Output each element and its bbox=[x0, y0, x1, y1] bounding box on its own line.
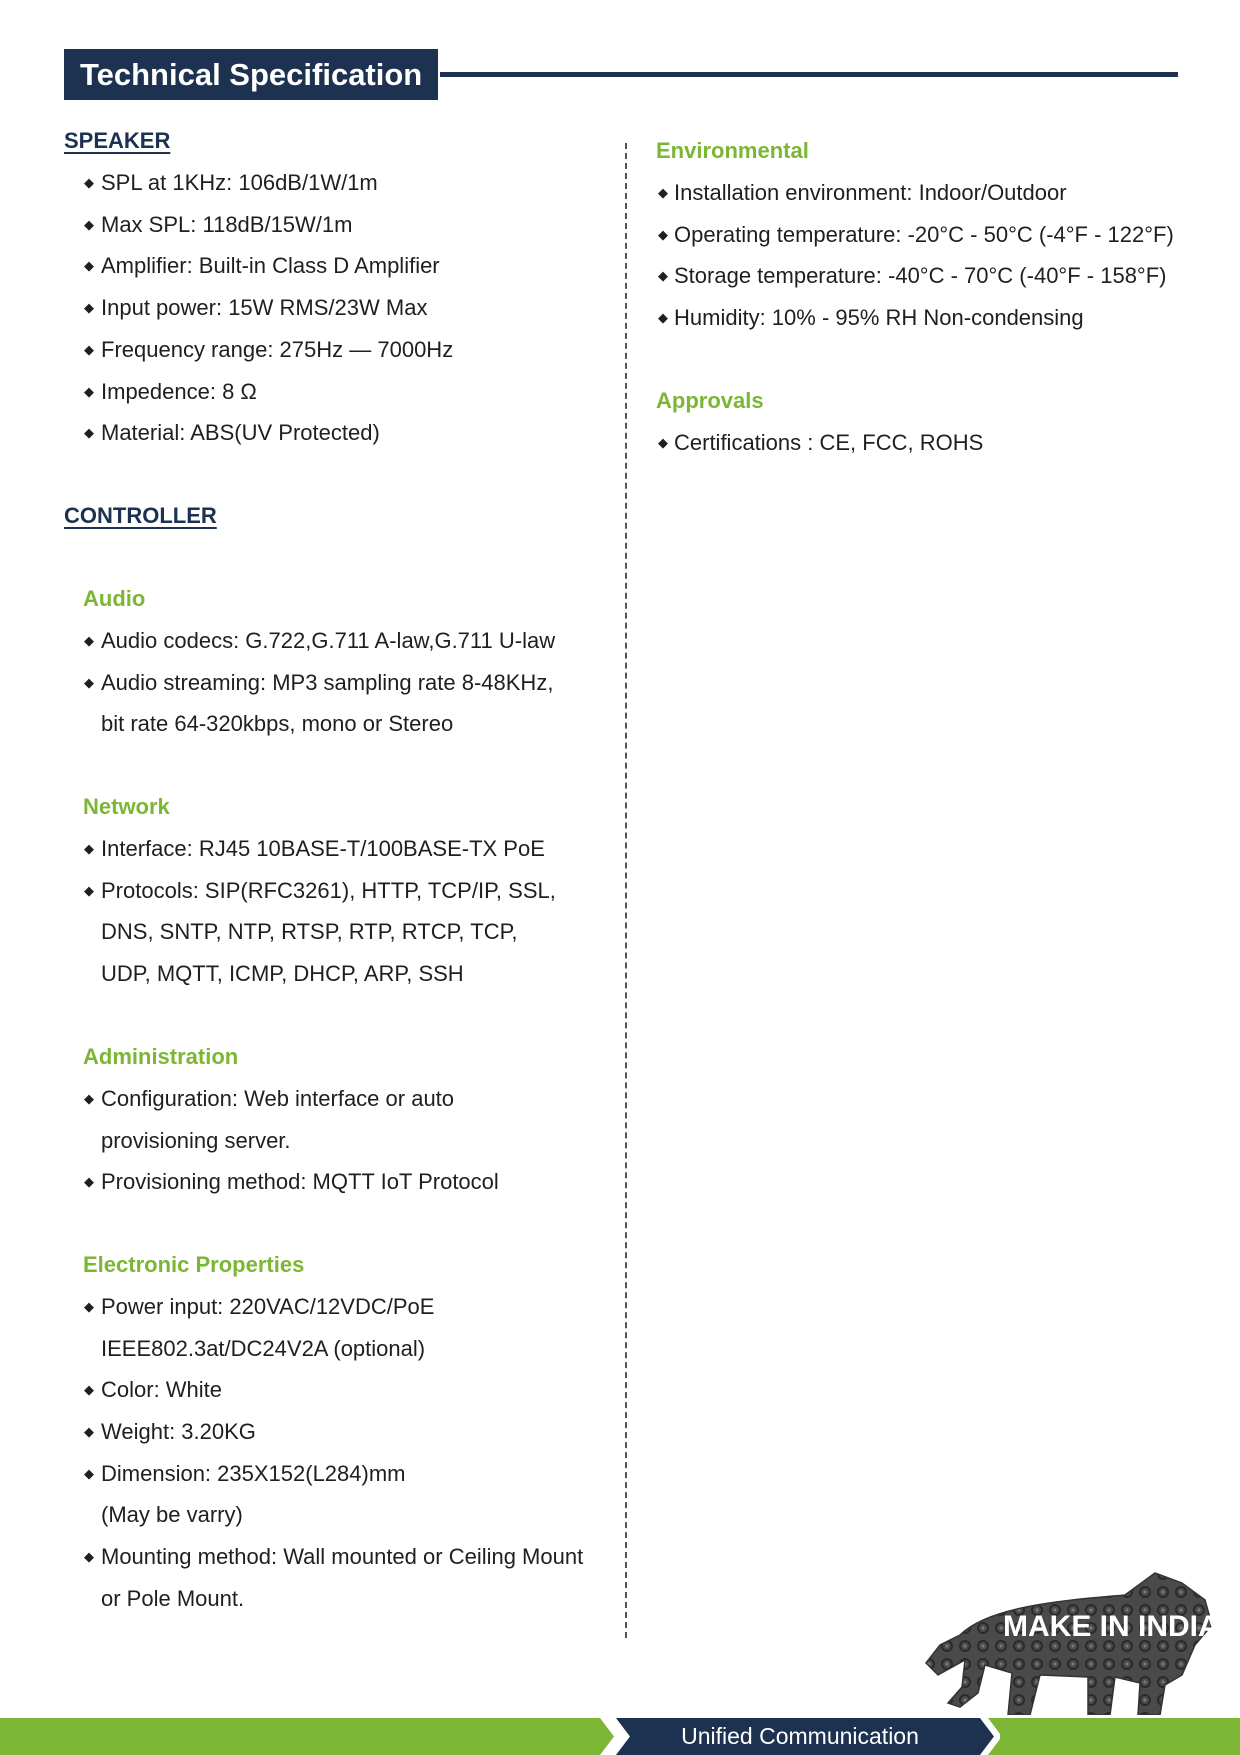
diamond-bullet-icon: ◆ bbox=[84, 341, 94, 357]
network-list bbox=[64, 828, 624, 995]
network-heading: Network bbox=[83, 794, 170, 820]
list-item: ◆ Dimension: 235X152(L284)mm bbox=[64, 1453, 624, 1495]
diamond-bullet-icon: ◆ bbox=[84, 632, 94, 648]
list-item: ◆ Max SPL: 118dB/15W/1m bbox=[64, 204, 624, 246]
administration-heading: Administration bbox=[83, 1043, 239, 1069]
diamond-bullet-icon: ◆ bbox=[84, 1465, 94, 1481]
diamond-bullet-icon: ◆ bbox=[84, 1549, 94, 1565]
page-title: Technical Specification bbox=[64, 49, 438, 100]
approvals-list bbox=[656, 422, 1216, 464]
environmental-list bbox=[656, 172, 1216, 339]
diamond-bullet-icon: ◆ bbox=[658, 185, 668, 200]
column-divider bbox=[625, 143, 627, 1638]
list-item: ◆ Audio codecs: G.722,G.711 A-law,G.711 U-law bbox=[64, 620, 624, 662]
make-in-india-logo-text: MAKE IN INDIA bbox=[1003, 1610, 1220, 1643]
diamond-bullet-icon: ◆ bbox=[84, 1174, 94, 1190]
diamond-bullet-icon: ◆ bbox=[84, 1090, 94, 1106]
footer-label: Unified Communication bbox=[681, 1723, 919, 1749]
list-item-continuation: bit rate 64-320kbps, mono or Stereo bbox=[101, 711, 454, 737]
list-item: ◆ Power input: 220VAC/12VDC/PoE bbox=[64, 1286, 624, 1328]
list-item-continuation: or Pole Mount. bbox=[101, 1585, 245, 1611]
list-item: ◆ Humidity: 10% - 95% RH Non-condensing bbox=[656, 297, 1216, 339]
list-item: ◆ Color: White bbox=[64, 1369, 624, 1411]
environmental-heading: Environmental bbox=[656, 138, 809, 163]
left-column bbox=[64, 120, 624, 1620]
speaker-list bbox=[64, 162, 624, 454]
diamond-bullet-icon: ◆ bbox=[84, 216, 94, 232]
list-item: ◆ Weight: 3.20KG bbox=[64, 1411, 624, 1453]
diamond-bullet-icon: ◆ bbox=[658, 268, 668, 284]
diamond-bullet-icon: ◆ bbox=[84, 300, 94, 316]
approvals-heading: Approvals bbox=[656, 387, 764, 413]
diamond-bullet-icon: ◆ bbox=[658, 434, 668, 450]
diamond-bullet-icon: ◆ bbox=[84, 258, 94, 274]
list-item: ◆ Interface: RJ45 10BASE-T/100BASE-TX PoE bbox=[64, 828, 624, 870]
diamond-bullet-icon: ◆ bbox=[84, 175, 94, 190]
list-item: ◆ Provisioning method: MQTT IoT Protocol bbox=[64, 1161, 624, 1203]
list-item-continuation: IEEE802.3at/DC24V2A (optional) bbox=[101, 1335, 426, 1361]
list-item-continuation: DNS, SNTP, NTP, RTSP, RTP, RTCP, TCP, bbox=[101, 919, 518, 945]
list-item: ◆ Mounting method: Wall mounted or Ceiling Mount bbox=[64, 1536, 624, 1578]
list-item: ◆ Material: ABS(UV Protected) bbox=[64, 412, 624, 454]
audio-list bbox=[64, 620, 624, 745]
diamond-bullet-icon: ◆ bbox=[84, 1424, 94, 1440]
administration-list bbox=[64, 1078, 624, 1203]
list-item-continuation: provisioning server. bbox=[101, 1127, 291, 1153]
audio-heading: Audio bbox=[83, 585, 146, 611]
diamond-bullet-icon: ◆ bbox=[84, 1382, 94, 1398]
diamond-bullet-icon: ◆ bbox=[84, 1298, 94, 1314]
list-item: ◆ Impedence: 8 Ω bbox=[64, 371, 624, 413]
diamond-bullet-icon: ◆ bbox=[658, 226, 668, 242]
right-column bbox=[656, 130, 1216, 464]
list-item: ◆ Amplifier: Built-in Class D Amplifier bbox=[64, 245, 624, 287]
diamond-bullet-icon: ◆ bbox=[84, 425, 94, 441]
list-item: ◆ Frequency range: 275Hz — 7000Hz bbox=[64, 329, 624, 371]
list-item: ◆ Installation environment: Indoor/Outdoor bbox=[656, 172, 1216, 214]
title-rule bbox=[440, 72, 1178, 77]
list-item: ◆ Operating temperature: -20°C - 50°C (-4°F - 122°F) bbox=[656, 214, 1216, 256]
list-item: ◆ Audio streaming: MP3 sampling rate 8-48KHz, bbox=[64, 662, 624, 704]
electronic-properties-heading: Electronic Properties bbox=[83, 1251, 305, 1277]
diamond-bullet-icon: ◆ bbox=[84, 674, 94, 690]
speaker-heading: SPEAKER bbox=[64, 128, 171, 153]
list-item: ◆ Storage temperature: -40°C - 70°C (-40°F - 158°F) bbox=[656, 255, 1216, 297]
controller-heading: CONTROLLER bbox=[64, 502, 217, 528]
list-item-continuation: (May be varry) bbox=[101, 1502, 243, 1528]
diamond-bullet-icon: ◆ bbox=[658, 310, 668, 326]
list-item: ◆ SPL at 1KHz: 106dB/1W/1m bbox=[64, 162, 624, 204]
diamond-bullet-icon: ◆ bbox=[84, 841, 94, 857]
list-item: ◆ Input power: 15W RMS/23W Max bbox=[64, 287, 624, 329]
list-item: ◆ Certifications : CE, FCC, ROHS bbox=[656, 422, 1216, 464]
list-item-continuation: UDP, MQTT, ICMP, DHCP, ARP, SSH bbox=[101, 961, 464, 987]
list-item: ◆ Configuration: Web interface or auto bbox=[64, 1078, 624, 1120]
diamond-bullet-icon: ◆ bbox=[84, 383, 94, 399]
electronic-properties-list bbox=[64, 1286, 624, 1620]
list-item: ◆ Protocols: SIP(RFC3261), HTTP, TCP/IP, SSL, bbox=[64, 870, 624, 912]
diamond-bullet-icon: ◆ bbox=[84, 882, 94, 898]
